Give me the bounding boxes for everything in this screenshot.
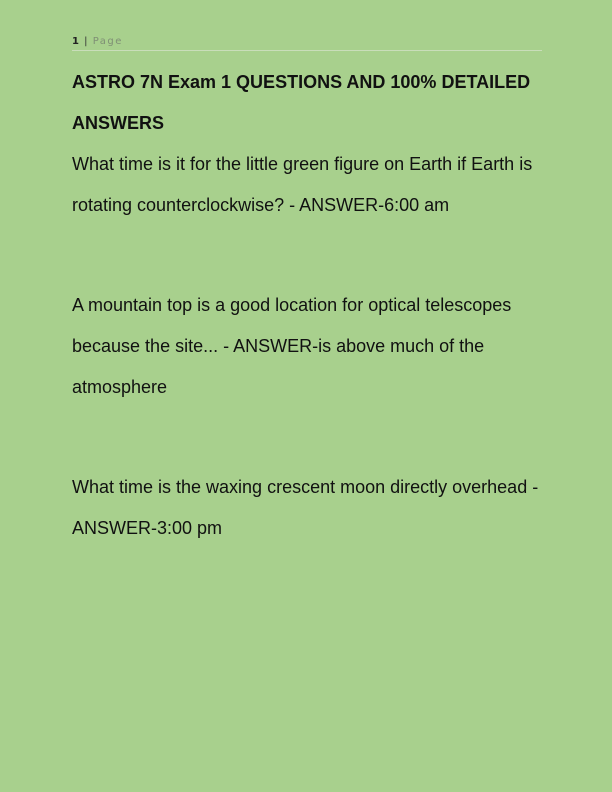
page-header xyxy=(72,35,542,51)
page-label: Page xyxy=(92,36,123,47)
qa-item: What time is it for the little green figure on Earth if Earth is rotating counterclockwise? - ANSWER-6:00 am xyxy=(72,154,533,215)
document-body xyxy=(72,62,544,549)
document-title: ASTRO 7N Exam 1 QUESTIONS AND 100% DETAILED ANSWERS xyxy=(72,72,531,133)
page-separator: | xyxy=(84,36,88,47)
qa-item: What time is the waxing crescent moon directly overhead - ANSWER-3:00 pm xyxy=(72,477,539,538)
paragraph-spacer xyxy=(72,226,544,285)
page-number: 1 xyxy=(72,36,79,47)
paragraph-spacer xyxy=(72,408,544,467)
qa-item: A mountain top is a good location for optical telescopes because the site... - ANSWER-is above much of the atmosphere xyxy=(72,295,512,397)
